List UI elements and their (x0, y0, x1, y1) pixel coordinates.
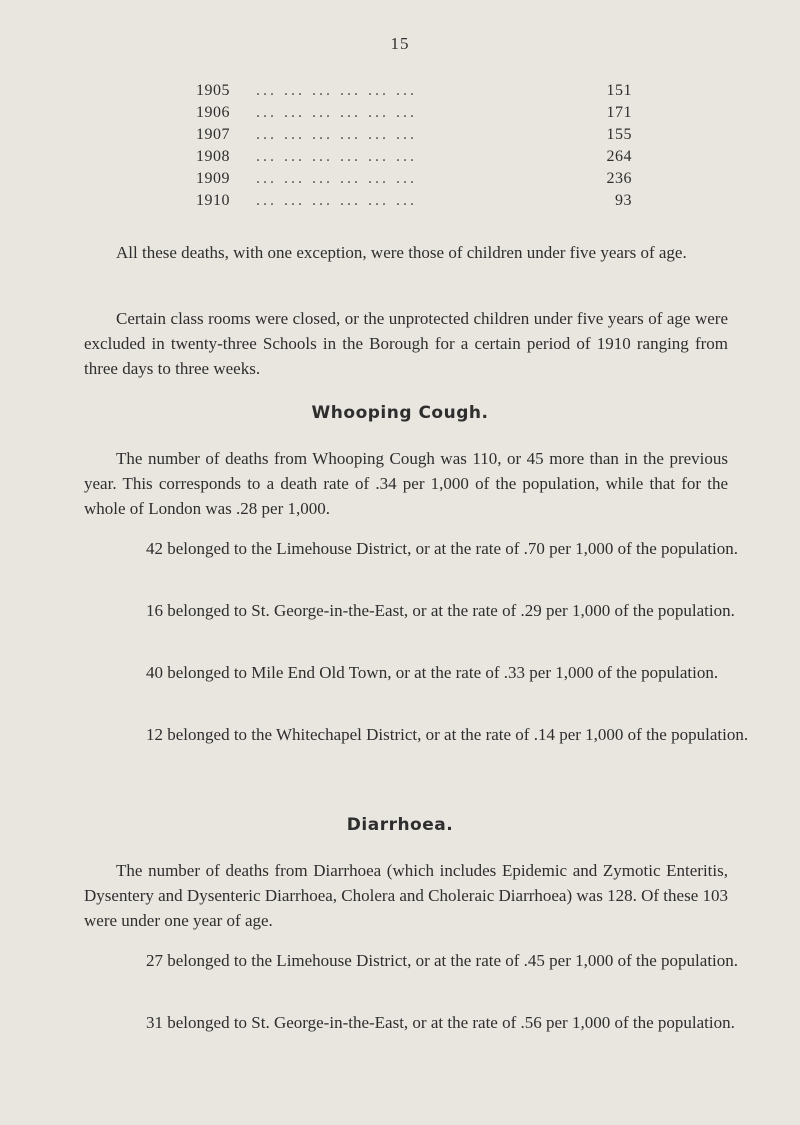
paragraph-classrooms: Certain class rooms were closed, or the unprotected children under five years of age were excluded in twenty-three Schools in the Borough for a certain period of 1910 ranging from three days to three weeks. (84, 309, 728, 378)
table-row (196, 170, 632, 192)
list-item: 27 belonged to the Limehouse District, or at the rate of .45 per 1,000 of the population. (146, 951, 739, 970)
table-row (196, 82, 632, 104)
table-row (196, 126, 632, 148)
value-cell: 264 (606, 148, 632, 165)
section-heading-whooping-cough: Whooping Cough. (311, 403, 489, 423)
value-cell: 93 (615, 192, 632, 209)
year-cell: 1905 (196, 82, 230, 99)
leader-dots: ... ... ... ... ... ... (256, 82, 417, 99)
list-item: 16 belonged to St. George-in-the-East, or at the rate of .29 per 1,000 of the population. (146, 601, 735, 620)
section-heading-diarrhoea: Diarrhoea. (346, 815, 454, 835)
leader-dots: ... ... ... ... ... ... (256, 170, 417, 187)
table-row (196, 104, 632, 126)
year-cell: 1906 (196, 104, 230, 121)
year-cell: 1910 (196, 192, 230, 209)
year-cell: 1907 (196, 126, 230, 143)
year-cell: 1908 (196, 148, 230, 165)
leader-dots: ... ... ... ... ... ... (256, 126, 417, 143)
value-cell: 171 (606, 104, 632, 121)
paragraph-whooping-intro: The number of deaths from Whooping Cough was 110, or 45 more than in the previous year. This corresponds to a death rate of .34 per 1,000 of the population, while that for the whole of London was .28 per 1,000. (84, 449, 728, 518)
paragraph-exception: All these deaths, with one exception, were those of children under five years of age. (116, 243, 687, 262)
deaths-by-year-table (196, 82, 632, 214)
list-item: 40 belonged to Mile End Old Town, or at the rate of .33 per 1,000 of the population. (146, 663, 719, 682)
list-item: 31 belonged to St. George-in-the-East, or at the rate of .56 per 1,000 of the population. (146, 1013, 735, 1032)
year-cell: 1909 (196, 170, 230, 187)
value-cell: 155 (606, 126, 632, 143)
list-item: 42 belonged to the Limehouse District, or at the rate of .70 per 1,000 of the population. (146, 539, 739, 558)
paragraph-diarrhoea-intro: The number of deaths from Diarrhoea (which includes Epidemic and Zymotic Enteritis, Dysentery and Dysenteric Diarrhoea, Cholera and Choleraic Diarrhoea) was 128. Of these 103 were under one year of age. (84, 861, 728, 930)
table-row (196, 148, 632, 170)
value-cell: 236 (606, 170, 632, 187)
table-row (196, 192, 632, 214)
leader-dots: ... ... ... ... ... ... (256, 104, 417, 121)
list-item: 12 belonged to the Whitechapel District, or at the rate of .14 per 1,000 of the population. (146, 725, 749, 744)
leader-dots: ... ... ... ... ... ... (256, 148, 417, 165)
value-cell: 151 (606, 82, 632, 99)
page-number: 15 (390, 34, 410, 53)
leader-dots: ... ... ... ... ... ... (256, 192, 417, 209)
